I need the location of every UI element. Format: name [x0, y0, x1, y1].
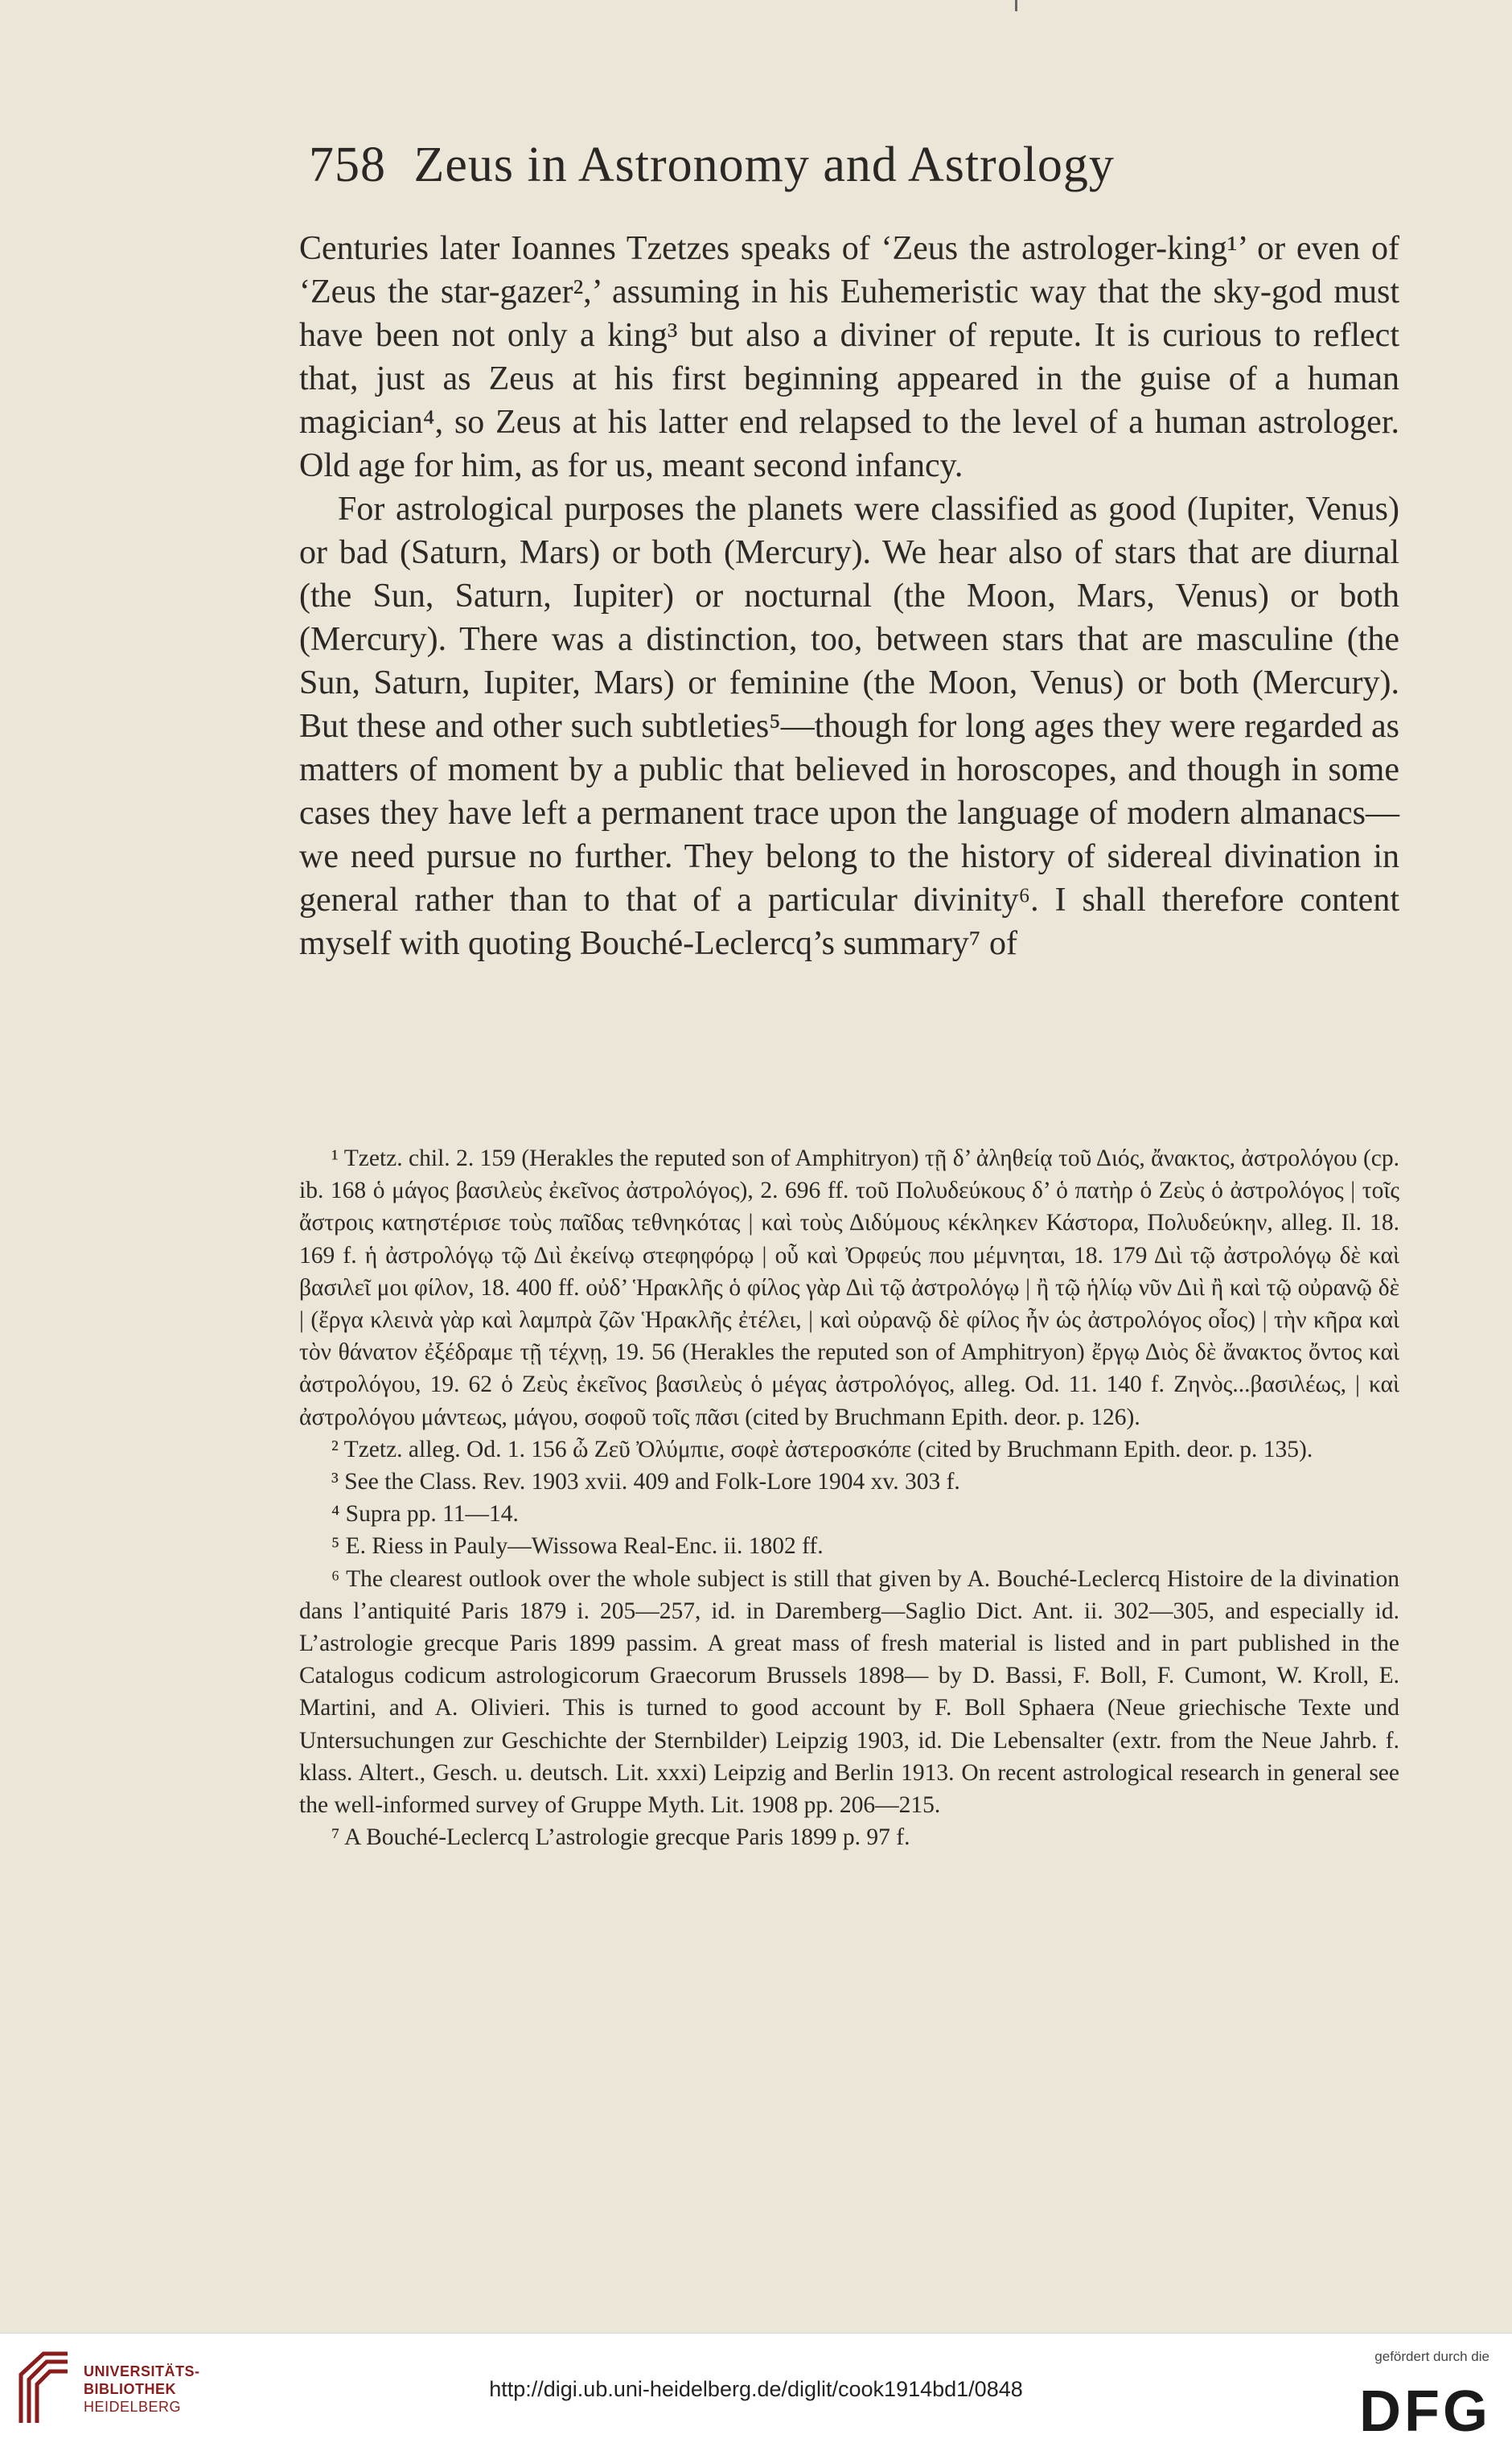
footnote-5: ⁵ E. Riess in Pauly—Wissowa Real-Enc. ii. 1802 ff.	[331, 1533, 824, 1560]
library-name: UNIVERSITÄTS- BIBLIOTHEK HEIDELBERG	[84, 2363, 200, 2415]
scan-mark	[1015, 0, 1017, 11]
page-title: Zeus in Astronomy and Astrology	[413, 138, 1115, 192]
paragraph-2: For astrological purposes the planets were classified as good (Iupiter, Venus) or bad (Saturn, Mars) or both (Mercury). We hear also of stars that are diurnal (the Sun, Saturn, Iupiter) or nocturnal (the Moon, Mars, Venus) or both (Mercury). There was a distinction, too, between stars that are masculine (the Sun, Saturn, Iupiter, Mars) or feminine (the Moon, Venus) or both (Mercury). But these and other such subtleties⁵—though for long ages they were regarded as matters of moment by a public that believed in horoscopes, and though in some cases they have left a permanent trace upon the language of modern almanacs—we need pursue no further. They belong to the history of sidereal divination in general rather than to that of a particular divinity⁶. I shall therefore content myself with quoting Bouché-Leclercq’s summary⁷ of	[299, 491, 1399, 962]
dfg-logo: DFG	[1359, 2379, 1491, 2444]
page-number: 758	[309, 138, 386, 192]
footnote-3: ³ See the Class. Rev. 1903 xvii. 409 and Folk-Lore 1904 xv. 303 f.	[331, 1469, 960, 1495]
running-header	[309, 137, 1362, 194]
footnotes	[299, 1142, 1399, 1853]
footnote-7: ⁷ A Bouché-Leclercq L’astrologie grecque Paris 1899 p. 97 f.	[331, 1824, 910, 1851]
permalink-url[interactable]: http://digi.ub.uni-heidelberg.de/diglit/cook1914bd1/0848	[489, 2377, 1023, 2401]
body-text	[299, 227, 1399, 965]
footnote-4: ⁴ Supra pp. 11—14.	[331, 1501, 519, 1528]
footnote-2: ² Tzetz. alleg. Od. 1. 156 ὦ Ζεῦ Ὀλύμπιε, σοφὲ ἀστεροσκόπε (cited by Bruchmann Epith. deor. p. 135).	[331, 1436, 1313, 1462]
footnote-6: ⁶ The clearest outlook over the whole subject is still that given by A. Bouché-Leclercq Histoire de la divination dans l’antiquité Paris 1879 i. 205—257, id. in Daremberg—Saglio Dict. Ant. ii. 302—305, and especially id. L’astrologie grecque Paris 1899 passim. A great mass of fresh material is listed and in part published in the Catalogus codicum astrologicorum Graecorum Brussels 1898— by D. Bassi, F. Boll, F. Cumont, W. Kroll, E. Martini, and A. Olivieri. This is turned to good account by F. Boll Sphaera (Neue griechische Texte und Untersuchungen zur Geschichte der Sternbilder) Leipzig 1903, id. Die Lebensalter (extr. from the Neue Jahrb. f. klass. Altert., Gesch. u. deutsch. Lit. xxxi) Leipzig and Berlin 1913. On recent astrological research in general see the well-informed survey of Gruppe Myth. Lit. 1908 pp. 206—215.	[299, 1565, 1399, 1819]
funding-note: gefördert durch die	[1374, 2349, 1489, 2364]
paragraph-1: Centuries later Ioannes Tzetzes speaks of ‘Zeus the astrologer-king¹’ or even of ‘Zeus the star-gazer²,’ assuming in his Euhemeristic way that the sky-god must have been not only a king³ but also a diviner of repute. It is curious to reflect that, just as Zeus at his first beginning appeared in the guise of a human magician⁴, so Zeus at his latter end relapsed to the level of a human astrologer. Old age for him, as for us, meant second infancy.	[299, 230, 1399, 484]
footnote-1: ¹ Tzetz. chil. 2. 159 (Herakles the reputed son of Amphitryon) τῇ δ’ ἀληθείᾳ τοῦ Διός, ἄνακτος, ἀστρολόγου (cp. ib. 168 ὁ μάγος βασιλεὺς ἐκεῖνος ἀστρολόγος), 2. 696 ff. τοῦ Πολυδεύκους δ’ ὁ πατὴρ ὁ Ζεὺς ὁ ἀστρολόγος | τοῖς ἄστροις κατηστέρισε τοὺς παῖδας τεθνηκότας | καὶ τοὺς Διδύμους κέκληκεν Κάστορα, Πολυδεύκην, alleg. Il. 18. 169 f. ἡ ἀστρολόγῳ τῷ Διὶ ἐκείνῳ στεφηφόρῳ | οὗ καὶ Ὀρφεύς που μέμνηται, 18. 179 Διὶ τῷ ἀστρολόγῳ δὲ καὶ βασιλεῖ μοι φίλον, 18. 400 ff. οὐδ’ Ἡρακλῆς ὁ φίλος γὰρ Διὶ τῷ ἀστρολόγῳ | ἢ τῷ ἡλίῳ νῦν Διὶ ἢ καὶ τῷ οὐρανῷ δὲ | (ἔργα κλεινὰ γὰρ καὶ λαμπρὰ ζῶν Ἡρακλῆς ἐτέλει, | καὶ οὐρανῷ δὲ φίλος ἦν ὡς ἀστρολόγος οἷος) | τὴν κῆρα καὶ τὸν θάνατον ἐξέδραμε τῇ τέχνῃ, 19. 56 (Herakles the reputed son of Amphitryon) ἔργῳ Διὸς δὲ ἄνακτος ὄντος καὶ ἀστρολόγου, 19. 62 ὁ Ζεὺς ἐκεῖνος βασιλεὺς ὁ μέγας ἀστρολόγος, alleg. Od. 11. 140 f. Ζηνὸς...βασιλέως, | καὶ ἀστρολόγου μάντεως, μάγου, σοφοῦ τοῖς πᾶσι (cited by Bruchmann Epith. deor. p. 126).	[299, 1145, 1399, 1430]
